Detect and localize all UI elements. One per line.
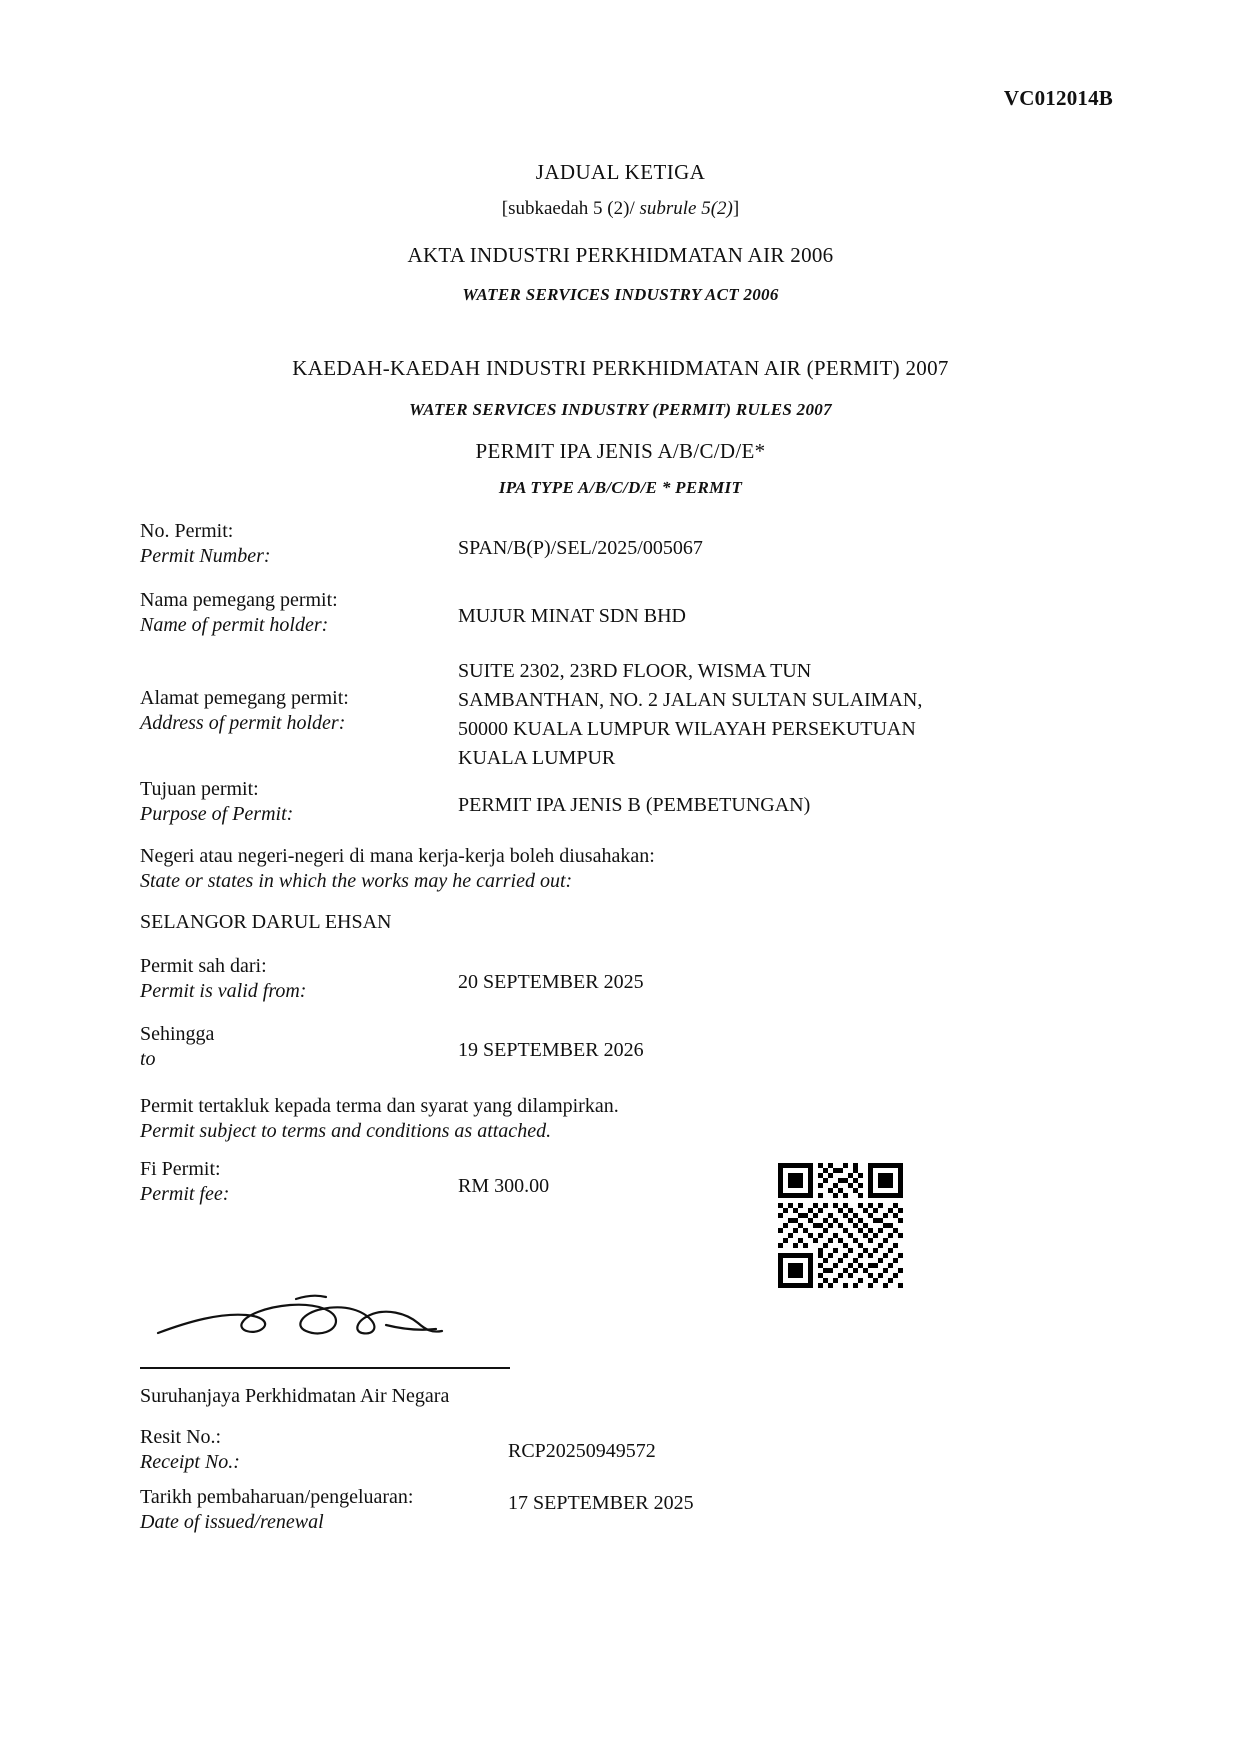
holder-address-label-en: Address of permit holder: [140,712,346,734]
valid-to-text: 19 SEPTEMBER 2026 [458,1039,644,1061]
holder-name-label-ms: Nama pemegang permit: [140,589,338,611]
signature-line [140,1367,510,1369]
valid-to-label-ms: Sehingga [140,1023,215,1045]
subrule-en: subrule 5(2) [639,198,733,219]
permit-type-en: IPA TYPE A/B/C/D/E * PERMIT [498,478,743,497]
purpose-label-en: Purpose of Permit: [140,803,294,825]
rules-title-en: WATER SERVICES INDUSTRY (PERMIT) RULES 2007 [409,400,832,419]
valid-to-value [458,1036,644,1065]
document-code: VC012014B [1003,86,1113,110]
holder-name-value [458,602,686,631]
issue-date-label [140,1485,413,1535]
permit-number-value [458,534,703,563]
issue-date-value: 17 SEPTEMBER 2025 [508,1492,694,1514]
subrule-close: ] [732,198,740,219]
receipt-no-label-ms: Resit No.: [140,1426,222,1448]
valid-from-value [458,968,644,997]
schedule-title: JADUAL KETIGA [535,160,706,184]
purpose-text: PERMIT IPA JENIS B (PEMBETUNGAN) [458,794,811,816]
act-title-en: WATER SERVICES INDUSTRY ACT 2006 [462,285,779,304]
holder-name-text: MUJUR MINAT SDN BHD [458,605,686,627]
holder-name-label-en: Name of permit holder: [140,614,329,636]
permit-fee-label [140,1157,229,1207]
holder-address-value [458,657,922,773]
holder-address-line-2: SAMBANTHAN, NO. 2 JALAN SULTAN SULAIMAN, [458,689,923,711]
issue-date-label-ms: Tarikh pembaharuan/pengeluaran: [140,1486,414,1508]
purpose-label [140,777,293,827]
permit-fee-text: RM 300.00 [458,1175,550,1197]
holder-address-line-1: SUITE 2302, 23RD FLOOR, WISMA TUN [458,660,812,682]
purpose-label-ms: Tujuan permit: [140,778,259,800]
receipt-no-label [140,1425,240,1475]
states-label [140,844,655,894]
rules-title-ms: KAEDAH-KAEDAH INDUSTRI PERKHIDMATAN AIR (PERMIT) 2007 [292,356,949,380]
issuing-authority: Suruhanjaya Perkhidmatan Air Negara [140,1385,450,1407]
holder-name-label [140,588,338,638]
subrule-reference [0,198,1241,220]
holder-address-label-ms: Alamat pemegang permit: [140,687,349,709]
permit-number-label-ms: No. Permit: [140,520,234,542]
terms-note-ms: Permit tertakluk kepada terma dan syarat yang dilampirkan. [140,1095,619,1117]
permit-number-label-en: Permit Number: [140,545,271,567]
receipt-no-label-en: Receipt No.: [140,1451,240,1473]
holder-address-label [140,686,349,736]
act-title-ms: AKTA INDUSTRI PERKHIDMATAN AIR 2006 [407,243,834,267]
permit-type-ms: PERMIT IPA JENIS A/B/C/D/E* [475,439,766,463]
receipt-no-value: RCP20250949572 [508,1440,656,1462]
qr-code [778,1163,903,1288]
purpose-value [458,791,810,820]
valid-from-label-en: Permit is valid from: [140,980,307,1002]
terms-note-en: Permit subject to terms and conditions as attached. [140,1120,552,1142]
subrule-ms: [subkaedah 5 (2)/ [501,198,635,219]
states-label-en: State or states in which the works may he carried out: [140,870,573,892]
terms-note [140,1094,619,1144]
valid-to-label-en: to [140,1048,156,1070]
permit-number-text: SPAN/B(P)/SEL/2025/005067 [458,537,703,559]
permit-fee-value [458,1172,549,1201]
permit-number-label [140,519,271,569]
states-value: SELANGOR DARUL EHSAN [140,911,392,933]
holder-address-line-4: KUALA LUMPUR [458,747,616,769]
issue-date-label-en: Date of issued/renewal [140,1511,324,1533]
holder-address-line-3: 50000 KUALA LUMPUR WILAYAH PERSEKUTUAN [458,718,916,740]
valid-from-label [140,954,306,1004]
valid-to-label [140,1022,214,1072]
valid-from-label-ms: Permit sah dari: [140,955,267,977]
permit-fee-label-ms: Fi Permit: [140,1158,221,1180]
valid-from-text: 20 SEPTEMBER 2025 [458,971,644,993]
signature-image [150,1285,490,1355]
states-label-ms: Negeri atau negeri-negeri di mana kerja-kerja boleh diusahakan: [140,845,655,867]
permit-fee-label-en: Permit fee: [140,1183,230,1205]
